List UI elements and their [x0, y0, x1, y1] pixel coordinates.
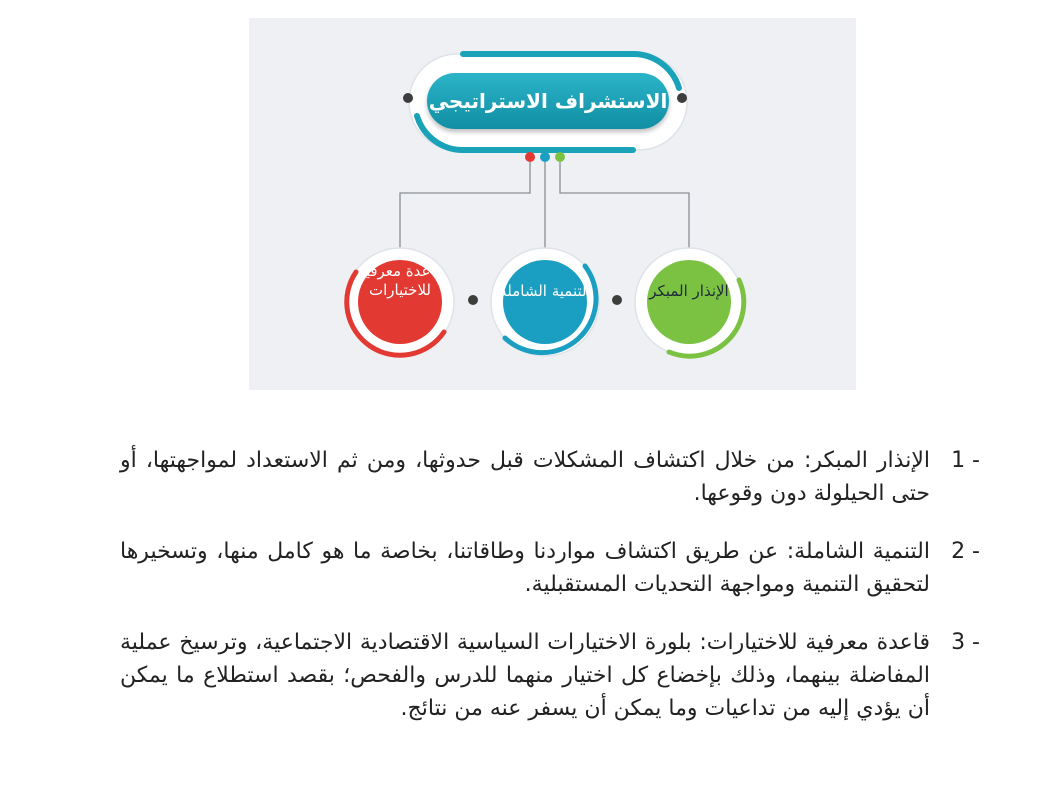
title-dot-right	[677, 93, 687, 103]
list-text: الإنذار المبكر: من خلال اكتشاف المشكلات قبل حدوثها، ومن ثم الاستعداد لمواجهتها، أو حتى الحيلولة دون وقوعها.	[120, 448, 930, 506]
list-number: 2 -	[951, 539, 980, 564]
circle-label-development: التنمية الشاملة	[499, 282, 591, 300]
connector-dot-blue	[540, 152, 550, 162]
list-text: التنمية الشاملة: عن طريق اكتشاف مواردنا وطاقاتنا، بخاصة ما هو كامل منها، وتسخيرها لتحقيق التنمية ومواجهة التحديات المستقبلية.	[120, 539, 930, 597]
title-dot-left	[403, 93, 413, 103]
list-item-3	[120, 626, 980, 725]
connector-lines	[400, 162, 689, 250]
between-dot-right	[612, 295, 622, 305]
circle-label-knowledge-base: قاعدة معرفية للاختيارات	[357, 262, 443, 299]
list-number: 1 -	[951, 448, 980, 473]
connector-dot-red	[525, 152, 535, 162]
connector-dot-green	[555, 152, 565, 162]
list-number: 3 -	[951, 630, 980, 655]
list-item-2	[120, 535, 980, 601]
circle-fill-green	[647, 260, 731, 344]
infographic	[249, 18, 856, 390]
between-dot-left	[468, 295, 478, 305]
list-item-1	[120, 444, 980, 510]
diagram-title: الاستشراف الاستراتيجي	[427, 73, 669, 129]
circle-label-early-warning: الإنذار المبكر	[649, 282, 729, 300]
list-text: قاعدة معرفية للاختيارات: بلورة الاختيارات السياسية الاقتصادية الاجتماعية، وترسيخ عملية المفاضلة بينهما، وذلك بإخضاع كل اختيار منهما للدرس والفحص؛ بقصد استطلاع ما يمكن أن يؤدي إليه من تداعيات وما يمكن أن يسفر عنه من نتائج.	[120, 630, 930, 721]
circle-fill-blue	[503, 260, 587, 344]
